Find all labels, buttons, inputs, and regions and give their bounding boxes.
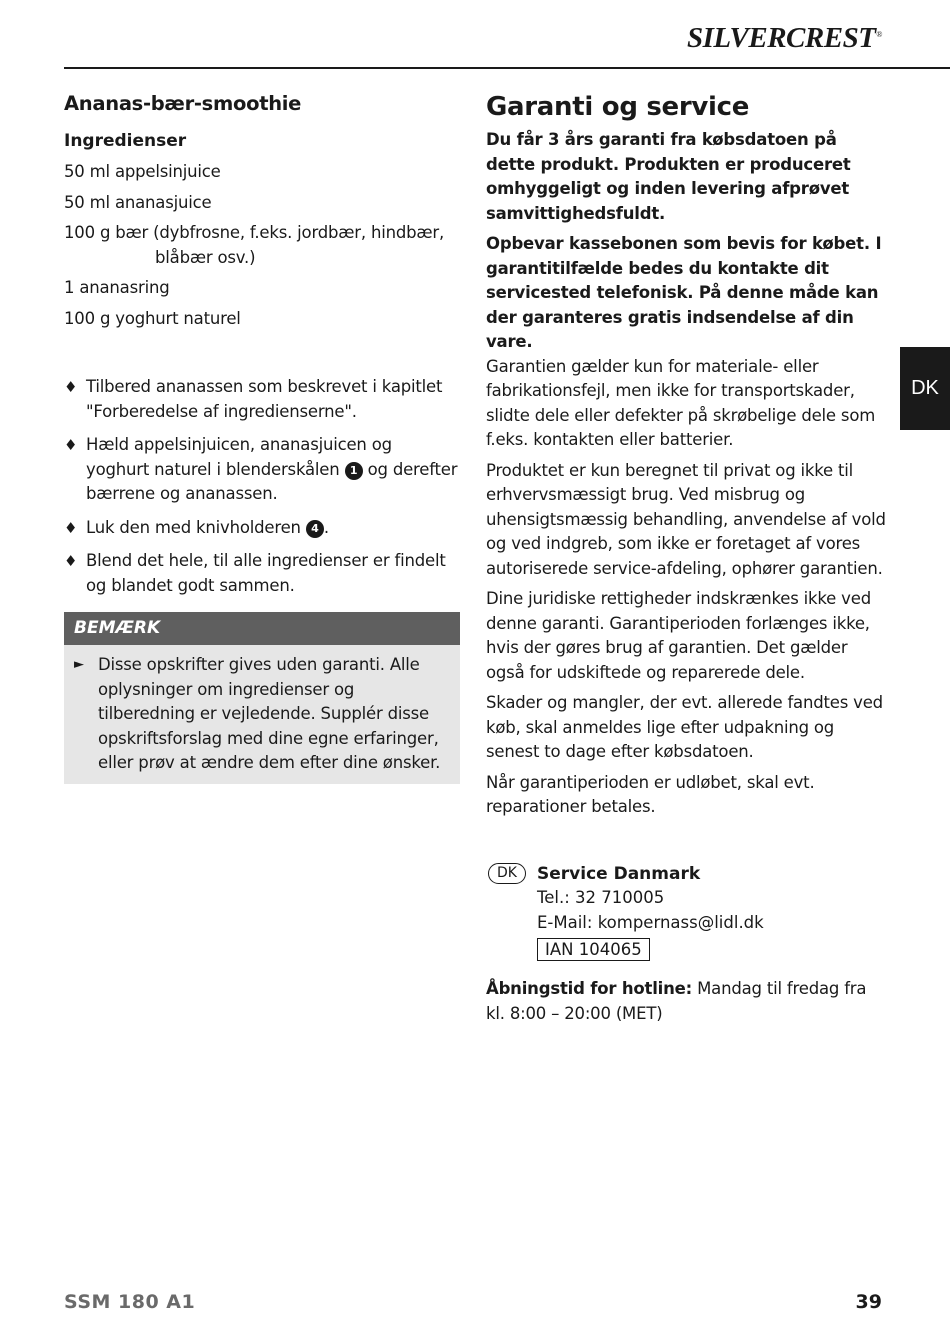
warranty-paragraph: Garantien gælder kun for materiale- eller fabrikationsfejl, men ikke for transportskader, slidte dele eller defekter på skrøbelige dele som f.eks. kontakten eller batterier. (486, 356, 876, 449)
footer-model: SSM 180 A1 (64, 1291, 196, 1313)
warranty-title: Garanti og service (486, 92, 750, 122)
step-item: ♦ Blend det hele, til alle ingredienser er findelt og blandet godt sammen. (64, 551, 446, 595)
warranty-intro: Du får 3 års garanti fra købsdatoen på dette produkt. Produkten er produceret omhyggeligt og inden levering afprøvet samvittighedsfuldt. (486, 130, 851, 223)
warranty-paragraph: Produktet er kun beregnet til privat og ikke til erhvervsmæssigt brug. Ved misbrug og uhensigtsmæssig behandling, anvendelse af vold og ved indgreb, som ikke er foretaget af vores autoriserede service-afdeling, ophører garantien. (486, 460, 886, 578)
ingredients-section (64, 131, 460, 331)
arrow-right-icon: ► (74, 657, 84, 672)
steps-list (64, 375, 460, 598)
part-number-badge: 1 (345, 462, 363, 480)
warranty-receipt-note: Opbevar kassebonen som bevis for købet. I garantitilfælde bedes du kontakte dit servicested telefonisk. På denne måde kan der garanteres gratis indsendelse af din vare. (486, 234, 882, 351)
left-column (64, 92, 460, 784)
brand-logo: SILVERCREST® (686, 22, 882, 54)
recipe-title: Ananas-bær-smoothie (64, 92, 302, 115)
service-title: Service Danmark (537, 863, 701, 884)
service-contact (486, 862, 886, 962)
ingredient-item: 50 ml ananasjuice (64, 192, 212, 212)
step-item: ♦ Tilbered ananassen som beskrevet i kapitlet "Forberedelse af ingredienserne". (64, 377, 443, 421)
service-email: E-Mail: kompernass@lidl.dk (537, 912, 764, 932)
hotline-hours: Åbningstid for hotline: Mandag til fredag fra kl. 8:00 – 20:00 (MET) (486, 979, 867, 1023)
note-body: ► Disse opskrifter gives uden garanti. Alle oplysninger om ingredienser og tilberedning er vejledende. Supplér disse opskriftsforslag med dine egne erfaringer, eller prøv at ændre dem efter dine ønsker. (74, 655, 441, 772)
part-number-badge: 4 (306, 520, 324, 538)
step-item: ♦ Hæld appelsinjuicen, ananasjuicen og yoghurt naturel i blenderskålen 1 og derefter bærrene og ananassen. (64, 435, 458, 503)
diamond-bullet-icon: ♦ (64, 552, 78, 570)
ingredient-item: 100 g yoghurt naturel (64, 308, 241, 328)
ingredient-item: 1 ananasring (64, 278, 170, 297)
ian-number: IAN 104065 (537, 938, 650, 961)
warranty-paragraph: Skader og mangler, der evt. allerede fandtes ved køb, skal anmeldes lige efter udpakning og senest to dage efter købsdatoen. (486, 693, 883, 761)
service-phone: Tel.: 32 710005 (537, 888, 665, 907)
ingredient-item: 100 g bær (dybfrosne, f.eks. jordbær, hindbær, blåbær osv.) (64, 223, 445, 267)
header-rule (64, 67, 950, 69)
note-box (64, 612, 460, 784)
note-heading: BEMÆRK (64, 612, 460, 645)
language-tab: DK (900, 347, 950, 430)
page-number: 39 (855, 1291, 882, 1313)
right-column (486, 92, 886, 1026)
ingredient-item: 50 ml appelsinjuice (64, 162, 221, 181)
warranty-paragraph: Når garantiperioden er udløbet, skal evt. reparationer betales. (486, 772, 815, 816)
diamond-bullet-icon: ♦ (64, 436, 78, 454)
country-badge: DK (488, 863, 526, 884)
ingredients-heading: Ingredienser (64, 131, 187, 151)
diamond-bullet-icon: ♦ (64, 518, 78, 537)
step-item: ♦ Luk den med knivholderen 4 . (64, 516, 460, 541)
diamond-bullet-icon: ♦ (64, 378, 78, 396)
warranty-paragraph: Dine juridiske rettigheder indskrænkes ikke ved denne garanti. Garantiperioden forlænges ikke, hvis der gøres brug af garantien. Det gælder også for udskiftede og reparerede dele. (486, 589, 871, 682)
